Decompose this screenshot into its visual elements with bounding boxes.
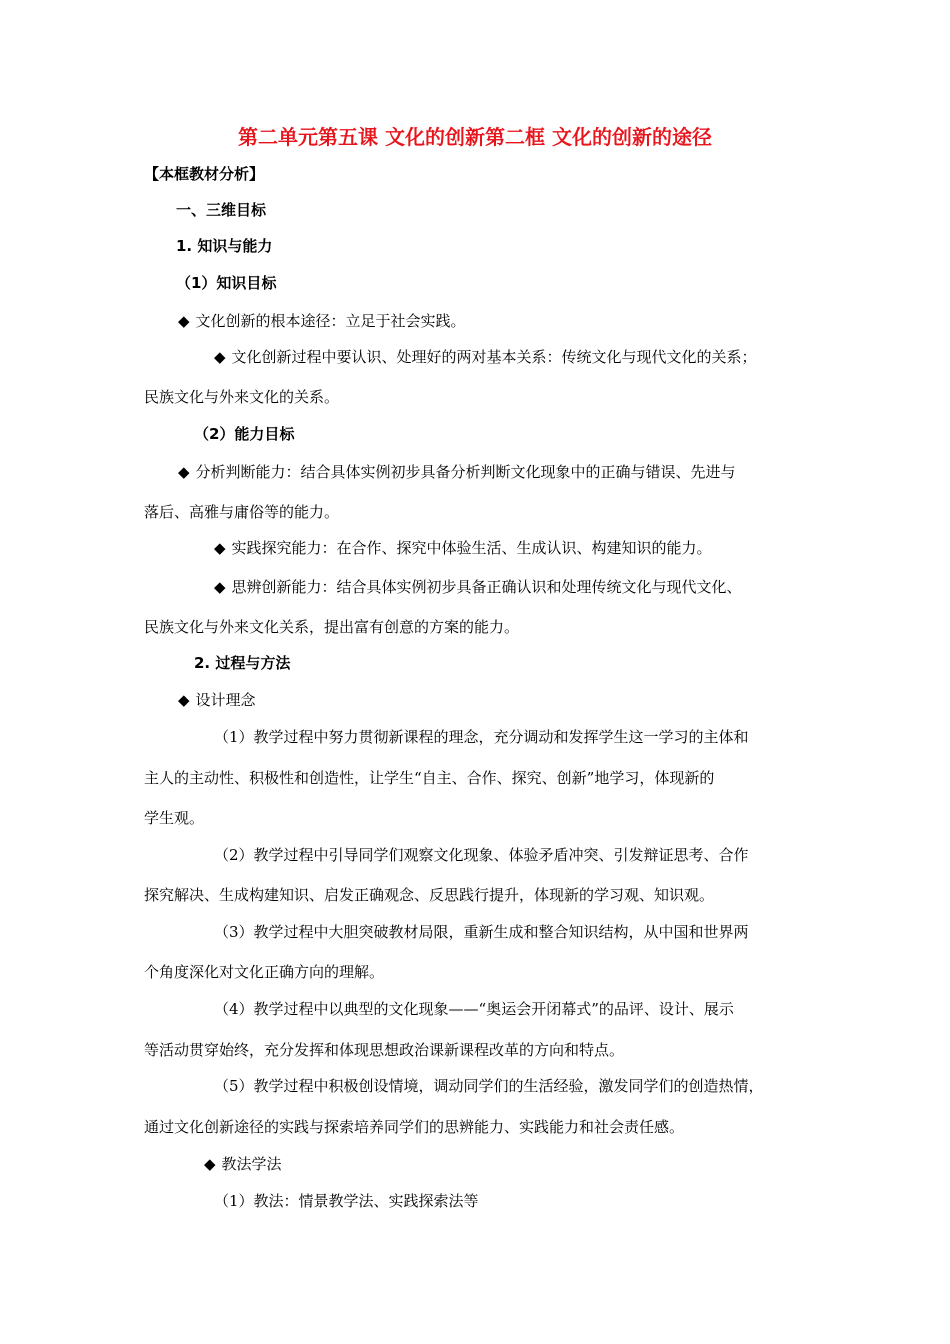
paragraph-line: （4）教学过程中以典型的文化现象——“奥运会开闭幕式”的品评、设计、展示 <box>214 1000 734 1018</box>
bullet-text: 实践探究能力：在合作、探究中体验生活、生成认识、构建知识的能力。 <box>231 539 712 557</box>
paragraph-line: 等活动贯穿始终，充分发挥和体现思想政治课新课程改革的方向和特点。 <box>144 1041 625 1059</box>
diamond-bullet-icon: ◆ <box>214 578 226 596</box>
section-heading: 【本框教材分析】 <box>144 165 265 183</box>
paragraph-line: 学生观。 <box>144 809 205 827</box>
paragraph-line: 探究解决、生成构建知识、启发正确观念、反思践行提升，体现新的学习观、知识观。 <box>144 886 715 904</box>
paragraph-line: （1）教学过程中努力贯彻新课程的理念，充分调动和发挥学生这一学习的主体和 <box>214 728 749 746</box>
heading-guocheng-fangfa: 2. 过程与方法 <box>194 654 291 672</box>
paragraph-line: （3）教学过程中大胆突破教材局限，重新生成和整合知识结构，从中国和世界两 <box>214 923 749 941</box>
heading-zhishi-nengli: 1. 知识与能力 <box>176 237 273 255</box>
paragraph-line: 主人的主动性、积极性和创造性，让学生“自主、合作、探究、创新”地学习，体现新的 <box>144 769 715 787</box>
diamond-bullet-icon: ◆ <box>214 348 226 366</box>
bullet-item <box>178 462 736 482</box>
paragraph-line: 民族文化与外来文化关系，提出富有创意的方案的能力。 <box>144 618 520 636</box>
paragraph-line: 个角度深化对文化正确方向的理解。 <box>144 963 385 981</box>
document-title: 第二单元第五课 文化的创新第二框 文化的创新的途径 <box>238 125 712 149</box>
bullet-item <box>178 311 466 331</box>
bullet-text: 设计理念 <box>195 691 256 709</box>
diamond-bullet-icon: ◆ <box>204 1155 216 1173</box>
bullet-text: 思辨创新能力：结合具体实例初步具备正确认识和处理传统文化与现代文化、 <box>231 578 742 596</box>
paragraph-line: 民族文化与外来文化的关系。 <box>144 388 340 406</box>
heading-zhishi-mubiao: （1）知识目标 <box>176 274 277 292</box>
paragraph-line: （5）教学过程中积极创设情境，调动同学们的生活经验，激发同学们的创造热情， <box>214 1077 764 1095</box>
bullet-item <box>204 1154 282 1174</box>
diamond-bullet-icon: ◆ <box>178 463 190 481</box>
bullet-item <box>214 347 757 367</box>
diamond-bullet-icon: ◆ <box>178 691 190 709</box>
bullet-item <box>214 577 742 597</box>
diamond-bullet-icon: ◆ <box>178 312 190 330</box>
bullet-item <box>214 538 712 558</box>
bullet-item <box>178 690 256 710</box>
bullet-text: 文化创新过程中要认识、处理好的两对基本关系：传统文化与现代文化的关系； <box>231 348 757 366</box>
paragraph-line: 落后、高雅与庸俗等的能力。 <box>144 503 340 521</box>
bullet-text: 教法学法 <box>221 1155 282 1173</box>
heading-nengli-mubiao: （2）能力目标 <box>194 425 295 443</box>
bullet-text: 分析判断能力：结合具体实例初步具备分析判断文化现象中的正确与错误、先进与 <box>195 463 736 481</box>
diamond-bullet-icon: ◆ <box>214 539 226 557</box>
paragraph-line: （1）教法：情景教学法、实践探索法等 <box>214 1192 479 1210</box>
paragraph-line: 通过文化创新途径的实践与探索培养同学们的思辨能力、实践能力和社会责任感。 <box>144 1118 685 1136</box>
bullet-text: 文化创新的根本途径：立足于社会实践。 <box>195 312 466 330</box>
paragraph-line: （2）教学过程中引导同学们观察文化现象、体验矛盾冲突、引发辩证思考、合作 <box>214 846 749 864</box>
heading-sanwei-mubiao: 一、三维目标 <box>176 201 267 219</box>
